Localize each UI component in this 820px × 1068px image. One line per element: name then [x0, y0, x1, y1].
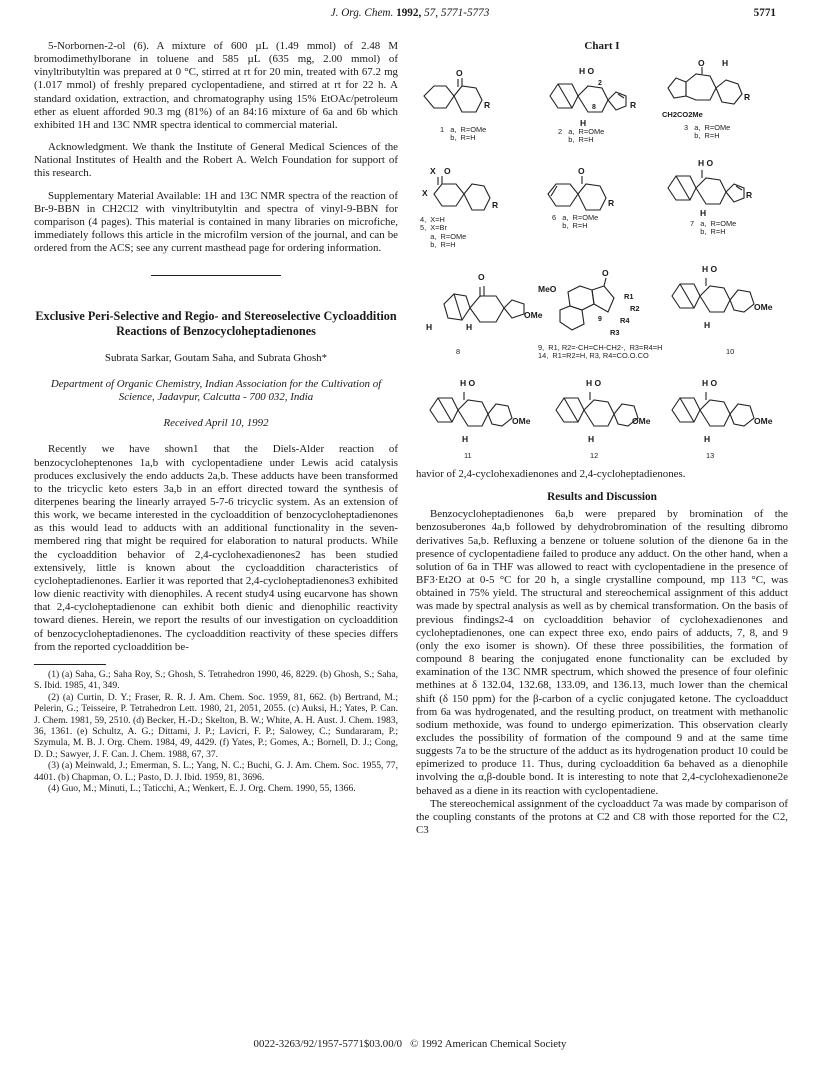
compound-9-14-structure [538, 268, 663, 361]
bridgehead-h: H [588, 434, 595, 444]
hydroxyl-label: H O [586, 378, 602, 388]
experimental-paragraph: 5-Norbornen-2-ol (6). A mixture of 600 µL (1.49 mmol) of 2.48 M bromodimethylborane in toluene and 585 µL (635 mg, 2.00 mmol) of vinyltributyltin was prepared at 0 °C, stirred at rt for 20 min, treated with 67.2 mg (1.017 mmol) of freshly prepared cyclopentadiene, and stirred at rt for 22 h. A standard oxidation, extraction, and chromatography using 15% EtOAc/petroleum ether as eluent afforded 90.3 mg (81%) of an 84:16 mixture of 6a and 6b which exhibited 1H and 13C NMR spectra identical to commercial material. [34, 40, 398, 131]
chart-title: Chart I [584, 40, 620, 52]
hydroxyl-label: H O [702, 264, 718, 274]
article-code: 0022-3263/92/1957-5771$03.00/0 [253, 1038, 402, 1050]
reference-item: (1) (a) Saha, G.; Saha Roy, S.; Ghosh, S. Tetrahedron 1990, 46, 8229. (b) Ghosh, S.; Saha, S. Ibid. 1985, 41, 349. [34, 668, 398, 692]
bridgehead-h-right: H [466, 322, 473, 332]
section-heading: Results and Discussion [547, 491, 657, 504]
copyright: © 1992 American Chemical Society [410, 1038, 567, 1050]
compound-12-drawing [550, 382, 650, 446]
compound-10-structure [666, 264, 773, 356]
acknowledgment: Acknowledgment. We thank the Institute of General Medical Sciences of the National Institutes of Health and the Robert A. Welch Foundation for support of this research. [34, 141, 398, 180]
compound-13-label: 13 [706, 451, 715, 460]
supplementary-material: Supplementary Material Available: 1H and 13C NMR spectra of the reaction of Br-9-BBN in CH2Cl2 with vinyltributyltin and spectra of vinyl-9-BBN for comparison (4 pages). This material is contained in many libraries on microfiche, immediately follows this article in the microfilm version of the journal, and can be ordered from the ACS; see any current masthead page for ordering information. [34, 189, 398, 255]
position-9: 9 [598, 316, 602, 323]
compound-3-label: 3 a, R=OMe b, R=H [684, 123, 731, 141]
r-group: R [630, 100, 637, 110]
compound-2-structure [544, 66, 637, 145]
compound-1-structure [418, 68, 504, 143]
intro-paragraph: Recently we have shown1 that the Diels-Alder reaction of benzocycloheptenones 1a,b with cyclopentadiene under Lewis acid catalysis produces exclusively the endo adducts 2a,b. These adducts have been transformed to the tricyclic keto esters 3a,b in an effort directed toward the synthesis of diterpenes bearing the linearly arrayed 5-7-6 tricyclic system. As an extension of this work, we became interested in the cycloaddition of benzocycloheptadienones as this would lead to adducts with an additional functionality in the seven-membered ring that might be required for elaboration to natural products. While the cycloaddition behavior of 2,4-cyclohexadienones2 has been studied extensively, little is known about the cycloaddition characteristics of cycloheptadienones. Earlier it was reported that 2,4-cycloheptadienones3 exhibited low dienic reactivity with dienophiles. A recent study4 using eucarvone has shown that 2,4-cycloheptadienone can exhibit both dienic and dienophilic reactivity toward dienes. Herein, we report the results of our investigation on cycloaddition of benzocycloheptadienones. The cycloaddition reactivity of these species differs from the reported cycloaddition be- [34, 443, 398, 653]
compound-2-label: 2 a, R=OMe b, R=H [558, 127, 605, 145]
oxo-atom: O [578, 166, 585, 176]
left-column [34, 40, 398, 794]
methoxy-group: OMe [512, 416, 531, 426]
journal-year: 1992, [396, 7, 422, 19]
compound-1-label: 1 a, R=OMe b, R=H [440, 125, 487, 143]
bridgehead-h: H [580, 118, 587, 128]
bridgehead-h: H [700, 208, 707, 218]
r3-group: R3 [610, 328, 620, 337]
authors: Subrata Sarkar, Goutam Saha, and Subrata Ghosh* [104, 351, 328, 364]
r-group: R [484, 100, 491, 110]
r-group: R [492, 200, 499, 210]
r2-group: R2 [630, 304, 640, 313]
reference-item: (4) Guo, M.; Minuti, L.; Taticchi, A.; Wenkert, E. J. Org. Chem. 1990, 55, 1366. [48, 782, 356, 794]
r4-group: R4 [620, 316, 630, 325]
right-column [416, 468, 788, 837]
benzocycloheptenone-drawing [418, 74, 504, 124]
r-group: R [746, 190, 753, 200]
affiliation: Department of Organic Chemistry, Indian Association for the Cultivation of Science, Jadavpur, Calcutta - 700 032, India [50, 377, 382, 404]
received-date: Received April 10, 1992 [163, 417, 269, 430]
cycloadduct-7-drawing [662, 164, 752, 220]
methoxy-group: OMe [524, 310, 543, 320]
page-footer [0, 1038, 820, 1050]
cycloadduct-8-drawing [426, 278, 534, 342]
methoxy-group: OMe [632, 416, 651, 426]
references [34, 669, 398, 794]
compound-7-label: 7 a, R=OMe b, R=H [690, 219, 737, 237]
bridgehead-h: H [704, 434, 711, 444]
compound-9-14-label: 9, R1, R2=-CH=CH-CH2-, R3=R4=H 14, R1=R2=H, R3, R4=CO.O.CO [538, 343, 663, 361]
bridgehead-h-left: H [426, 322, 433, 332]
compound-10-label: 10 [726, 347, 735, 356]
hydroxyl-label: H O [702, 378, 718, 388]
r-group: R [608, 198, 615, 208]
results-paragraph: Benzocycloheptadienones 6a,b were prepared by bromination of the benzosuberones 4a,b followed by dehydrobromination of the resulting dibromo derivatives 5a,b. Refluxing a benzene or toluene solution of the dienone 6a in the presence of cyclopentadiene failed to produce any adduct. On the other hand, when a solution of 6a in THF was allowed to react with cyclopentadiene in the presence of BF3·Et2O at 0-5 °C for 20 h, a single crystalline compound, mp 113 °C, was obtained in 75% yield. The structural and stereochemical assignment of this adduct was made by spectral analysis as well as by chemical transformation. On the basis of previous findings2-4 on cycloaddition behavior of cyclohexadienones and cycloheptadienones, one can expect three exo, endo pairs of adducts, 7, 8, and 9 (only the exo isomer is shown). Of these three possibilities, the formation of compound 8 bearing the conjugated enone functionality can be excluded by examination of the 13C NMR spectrum, which showed the presence of four olefinic methines at δ 132.04, 132.68, 133.09, and 136.13, much lower than the chemical shift (δ 150 ppm) for the β-carbon of a cyclic conjugated ketone. The cycloadduct from 6a was hydrogenated, and the resulting product, on treatment with methanolic sodium methoxide, was found to undergo epimerization. This observation clearly excludes the possibility of formation of the compound 9 and at the same time suggests 7a to be the structure of the adduct as its hydrogenation product 10 could be epimerized to produce 11. Thus, during cycloaddition 6a behaved as a dienophile involving the α,β-double bond. It is interesting to note that 2,4-cyclohexadienone2e behaved as a diene in its reaction with cyclopentadiene. [416, 508, 788, 797]
methoxy-group: MeO [538, 284, 557, 294]
position-2: 2 [598, 80, 602, 87]
chart-structures [416, 40, 788, 460]
compound-12-structure [550, 378, 651, 460]
epimerized-adduct-drawing [424, 382, 534, 446]
bridgehead-h: H [722, 58, 729, 68]
reference-item: (2) (a) Curtin, D. Y.; Fraser, R. R. J. Am. Chem. Soc. 1959, 81, 662. (b) Bertrand, M.; Pelerin, G.; Teisseire, P. Tetrahedron Lett. 1980, 21, 2051, 2055. (c) Auksi, H.; Yates, P. Can. J. Chem. 1981, 59, 2510. (d) Becker, H.-D.; Skelton, B. W.; White, A. H. Aust. J. Chem. 1983, 36, 1361. (e) Schultz, A. G.; Dittami, J. P.; Lavicri, F. P.; Salowey, C.; Sundararam, P.; Szymula, M. B. J. Org. Chem. 1984, 49, 4429. (f) Yates, P.; Gomes, A.; Bornell, D. J.; Cong, D. D.; Sawyer, J. F. Can. J. Chem. 1988, 67, 37. [34, 691, 398, 760]
journal-volume-pages: 57, 5771-5773 [424, 7, 490, 19]
oxo-atom: O [456, 68, 463, 78]
article-title: Exclusive Peri-Selective and Regio- and Stereoselective Cycloaddition Reactions of Benzocycloheptadienones [35, 309, 397, 338]
x-substituent-top: X [430, 166, 436, 176]
journal-citation [0, 7, 820, 19]
cycloadduct-drawing [544, 74, 636, 124]
r-group: R [744, 92, 751, 102]
reference-item: (3) (a) Meinwald, J.; Emerman, S. L.; Yang, N. C.; Buchi, G. J. Am. Chem. Soc. 1955, 77, 4401. (b) Chapman, O. L.; Pasto, D. J. Ibid. 1959, 81, 3696. [34, 760, 398, 783]
methoxy-group: OMe [754, 416, 773, 426]
hydroxyl-label: H O [460, 378, 476, 388]
compound-7-structure [662, 158, 753, 237]
hydrogenated-adduct-drawing [666, 268, 766, 332]
ester-group: CH2CO2Me [662, 110, 703, 119]
compound-4-5-label: 4, X=H 5, X=Br a, R=OMe b, R=H [420, 215, 467, 250]
compound-8-label: 8 [456, 347, 461, 356]
compound-13-structure [666, 378, 773, 460]
bridgehead-h: H [704, 320, 711, 330]
compound-6-structure [542, 166, 628, 231]
page-number: 5771 [753, 7, 776, 19]
bridgehead-h: H [462, 434, 469, 444]
compound-11-label: 11 [464, 451, 472, 460]
compound-12-label: 12 [590, 451, 599, 460]
oxo-atom: O [698, 58, 705, 68]
continuation-text: havior of 2,4-cyclohexadienones and 2,4-cycloheptadienones. [416, 468, 686, 480]
compound-13-drawing [666, 382, 766, 446]
oxo-atom: O [444, 166, 451, 176]
position-8: 8 [592, 104, 596, 111]
hydroxyl-label: H O [698, 158, 714, 168]
compound-11-structure [424, 378, 534, 460]
oxo-atom: O [602, 268, 609, 278]
oxo-atom: O [478, 272, 485, 282]
compound-4-5-structure [420, 166, 506, 250]
compound-3-structure [662, 58, 752, 141]
compound-8-structure [426, 272, 543, 356]
hydroxyl-label: H O [579, 66, 595, 76]
x-substituent: X [422, 188, 428, 198]
methoxy-group: OMe [754, 302, 773, 312]
stereochem-paragraph: The stereochemical assignment of the cycloadduct 7a was made by comparison of the coupling constants of the protons at C2 and C8 with those reported for the C2, C3 [416, 797, 788, 837]
compound-6-label: 6 a, R=OMe b, R=H [552, 213, 599, 231]
journal-name: J. Org. Chem. [330, 7, 394, 19]
running-header [0, 7, 820, 23]
r1-group: R1 [624, 292, 634, 301]
